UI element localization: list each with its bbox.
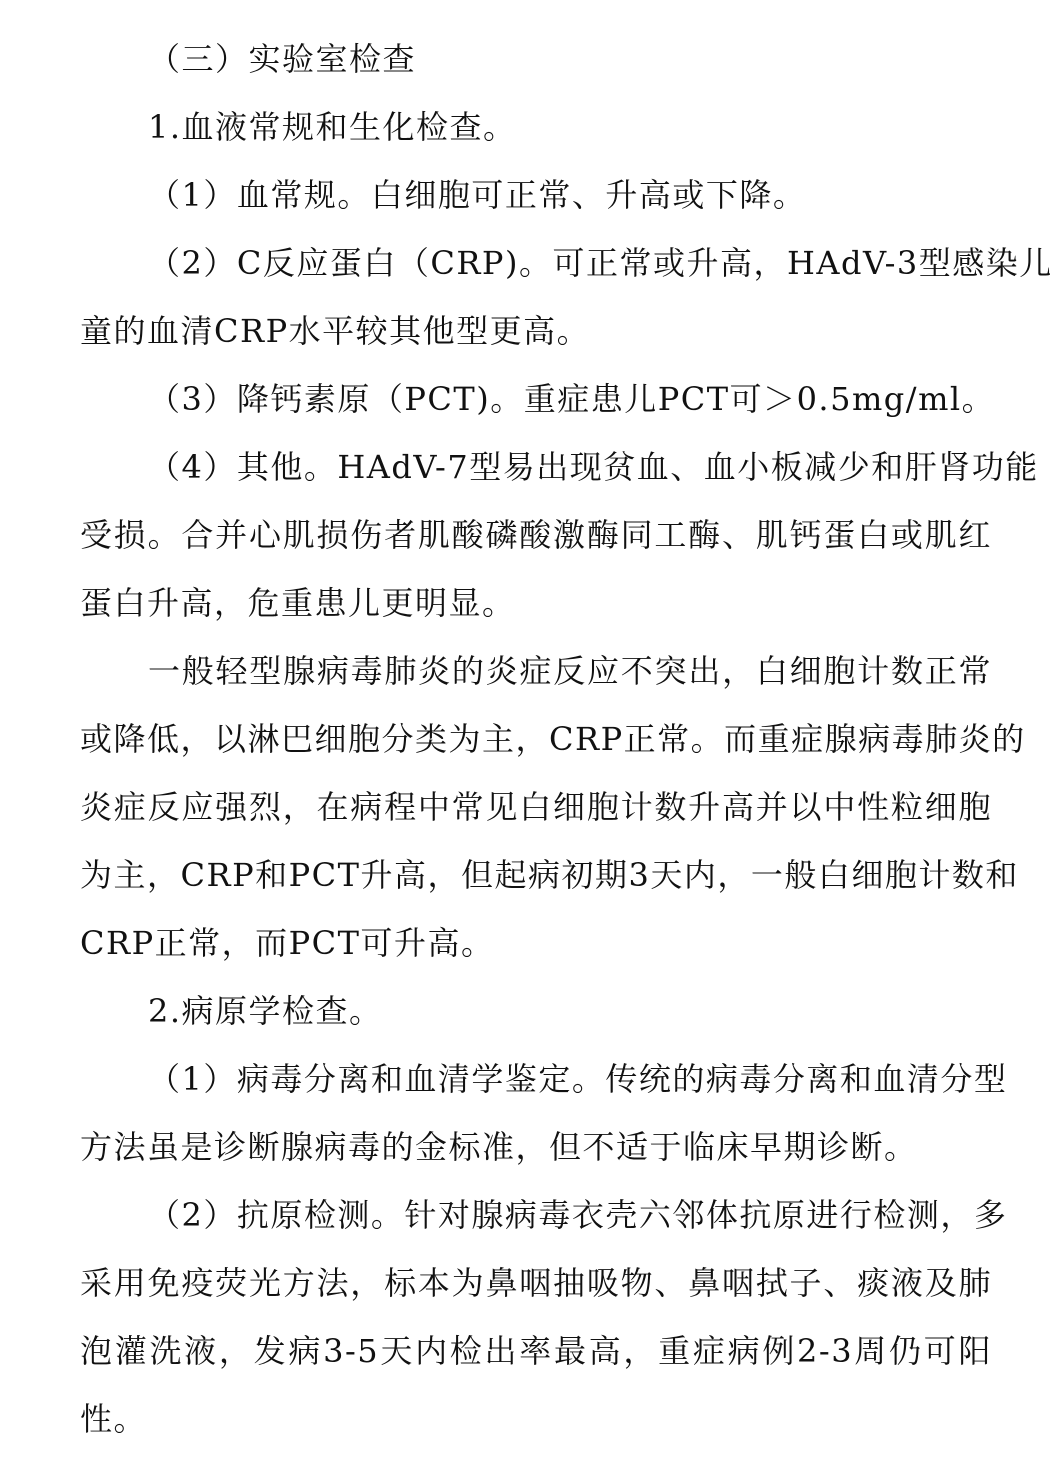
text-line: 童的血清CRP水平较其他型更高。 (80, 312, 591, 350)
text-line: 受损。合并心肌损伤者肌酸磷酸激酶同工酶、肌钙蛋白或肌红 (80, 516, 992, 554)
text-line: CRP正常，而PCT可升高。 (80, 924, 495, 962)
text-line: 一般轻型腺病毒肺炎的炎症反应不突出，白细胞计数正常 (148, 652, 992, 690)
text-line: （2）C反应蛋白（CRP)。可正常或升高，HAdV-3型感染儿 (148, 244, 1053, 282)
text-line: 或降低，以淋巴细胞分类为主，CRP正常。而重症腺病毒肺炎的 (80, 720, 1026, 758)
subsection-heading: 2.病原学检查。 (148, 992, 383, 1030)
text-line: （2）抗原检测。针对腺病毒衣壳六邻体抗原进行检测，多 (148, 1196, 1008, 1234)
section-heading: （三）实验室检查 (148, 40, 417, 78)
text-line: 性。 (80, 1400, 148, 1438)
text-line: 方法虽是诊断腺病毒的金标准，但不适于临床早期诊断。 (80, 1128, 918, 1166)
text-line: 蛋白升高，危重患儿更明显。 (80, 584, 516, 622)
text-line: 采用免疫荧光方法，标本为鼻咽抽吸物、鼻咽拭子、痰液及肺 (80, 1264, 992, 1302)
text-line: （4）其他。HAdV-7型易出现贫血、血小板减少和肝肾功能 (148, 448, 1039, 486)
subsection-heading: 1.血液常规和生化检查。 (148, 108, 517, 146)
text-line: 炎症反应强烈，在病程中常见白细胞计数升高并以中性粒细胞 (80, 788, 992, 826)
text-line: （3）降钙素原（PCT)。重症患儿PCT可＞0.5mg/ml。 (148, 380, 996, 418)
text-line: 为主，CRP和PCT升高，但起病初期3天内，一般白细胞计数和 (80, 856, 1019, 894)
text-line: （1）血常规。白细胞可正常、升高或下降。 (148, 176, 807, 214)
text-line: （1）病毒分离和血清学鉴定。传统的病毒分离和血清分型 (148, 1060, 1008, 1098)
text-line: 泡灌洗液，发病3-5天内检出率最高，重症病例2-3周仍可阳 (80, 1332, 992, 1370)
